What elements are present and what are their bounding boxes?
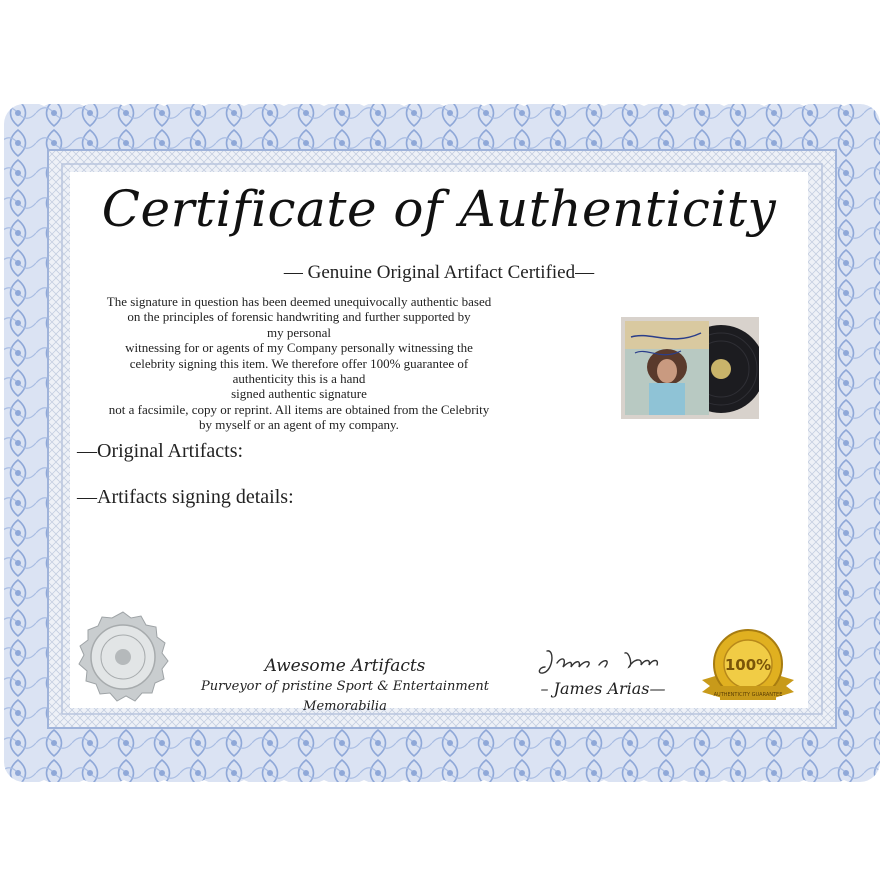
statement-line: witnessing for or agents of my Company personally witnessing the xyxy=(125,340,473,356)
signer-block xyxy=(528,645,678,698)
company-name: Awesome Artifacts xyxy=(264,656,426,676)
signed-album-photo xyxy=(621,317,759,419)
signer-printed-name: – James Arias— xyxy=(540,679,666,698)
company-block xyxy=(170,655,520,717)
statement-line: celebrity signing this item. We therefore offer 100% guarantee of xyxy=(129,355,469,371)
gold-guarantee-seal-icon xyxy=(700,628,796,713)
certificate-subtitle: — Genuine Original Artifact Certified— xyxy=(283,262,595,283)
statement-line: by myself or an agent of my company. xyxy=(199,417,399,433)
embossed-silver-seal-icon xyxy=(76,610,170,709)
gold-seal-label: 100% xyxy=(724,656,772,674)
statement-line: The signature in question has been deemed unequivocally authentic based xyxy=(106,294,492,309)
statement-line: my personal xyxy=(267,324,331,340)
signing-details-label: —Artifacts signing details: xyxy=(77,486,294,508)
gold-seal-ring-text: AUTHENTICITY GUARANTEE xyxy=(713,692,783,698)
company-tagline: Purveyor of pristine Sport & Entertainment Memorabilia xyxy=(200,679,490,714)
handwritten-signature xyxy=(533,645,673,679)
statement-line: signed authentic signature xyxy=(231,386,367,402)
statement-line: on the principles of forensic handwriting and further supported by xyxy=(127,309,471,325)
album-record-icon xyxy=(621,317,759,419)
authenticity-statement xyxy=(76,294,522,433)
statement-line: not a facsimile, copy or reprint. All items are obtained from the Celebrity xyxy=(108,401,490,417)
certificate-title: Certificate of Authenticity xyxy=(101,180,777,238)
original-artifacts-label: —Original Artifacts: xyxy=(77,440,244,462)
statement-line: authenticity this is a hand xyxy=(232,371,366,387)
